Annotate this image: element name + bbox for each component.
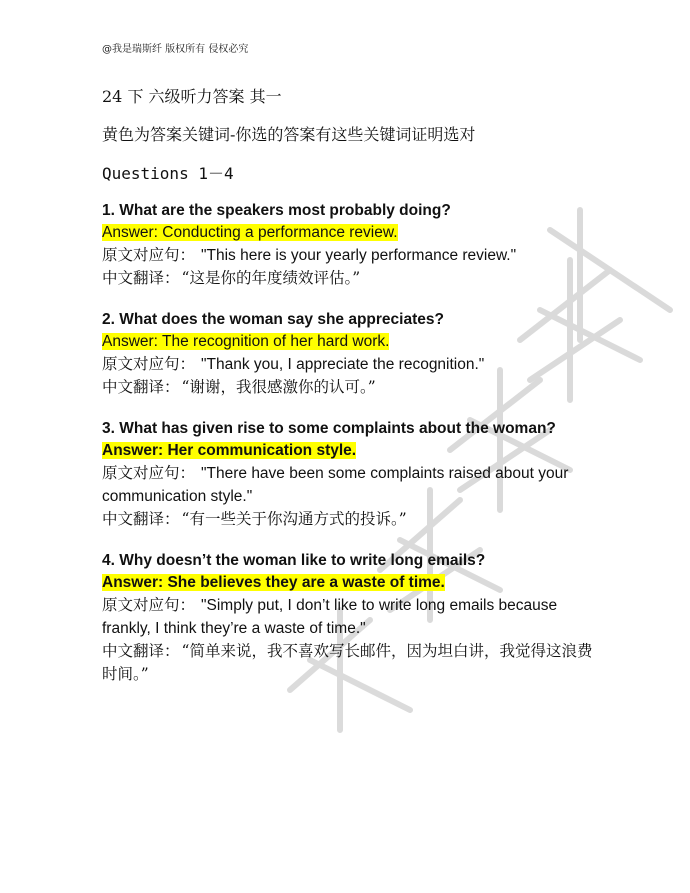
chinese-translation: “简单来说，我不喜欢写长邮件，因为坦白讲，我觉得这浪费时间。” [102, 642, 593, 683]
question-title: 2. What does the woman say she appreciates? [102, 311, 444, 328]
question-title: 4. Why doesn’t the woman like to write long emails? [102, 552, 486, 569]
question-block-4 [102, 550, 602, 686]
translation-label: 中文翻译： [102, 378, 180, 396]
original-sentence: "This here is your yearly performance review." [201, 247, 517, 264]
answer-highlight: Answer: She believes they are a waste of time. [102, 574, 445, 591]
question-block-1 [102, 200, 602, 290]
translation-label: 中文翻译： [102, 269, 180, 287]
question-title: 1. What are the speakers most probably doing? [102, 202, 451, 219]
questions-list [102, 200, 602, 705]
question-block-3 [102, 418, 602, 531]
questions-header: Questions 1－4 [102, 164, 234, 183]
question-block-2 [102, 309, 602, 399]
original-sentence: "Simply put, I don’t like to write long emails because frankly, I think they’re a waste of time." [102, 597, 558, 637]
original-label: 原文对应句： [102, 355, 196, 373]
chinese-translation: “这是你的年度绩效评估。” [181, 269, 361, 287]
chinese-translation: “谢谢，我很感激你的认可。” [181, 378, 376, 396]
copyright-notice: @我是瑞斯纤 版权所有 侵权必究 [102, 44, 249, 55]
original-label: 原文对应句： [102, 246, 196, 264]
original-sentence: "There have been some complaints raised about your communication style." [102, 465, 569, 505]
original-label: 原文对应句： [102, 464, 196, 482]
translation-label: 中文翻译： [102, 510, 180, 528]
answer-highlight: Answer: The recognition of her hard work. [102, 333, 390, 350]
answer-highlight: Answer: Conducting a performance review. [102, 224, 398, 241]
translation-label: 中文翻译： [102, 642, 180, 660]
chinese-translation: “有一些关于你沟通方式的投诉。” [181, 510, 407, 528]
original-label: 原文对应句： [102, 596, 196, 614]
question-title: 3. What has given rise to some complaints about the woman? [102, 420, 556, 437]
document-subtitle: 黄色为答案关键词-你选的答案有这些关键词证明选对 [102, 125, 476, 144]
answer-highlight: Answer: Her communication style. [102, 442, 357, 459]
document-title: 24 下 六级听力答案 其一 [102, 87, 282, 106]
original-sentence: "Thank you, I appreciate the recognition." [201, 356, 485, 373]
